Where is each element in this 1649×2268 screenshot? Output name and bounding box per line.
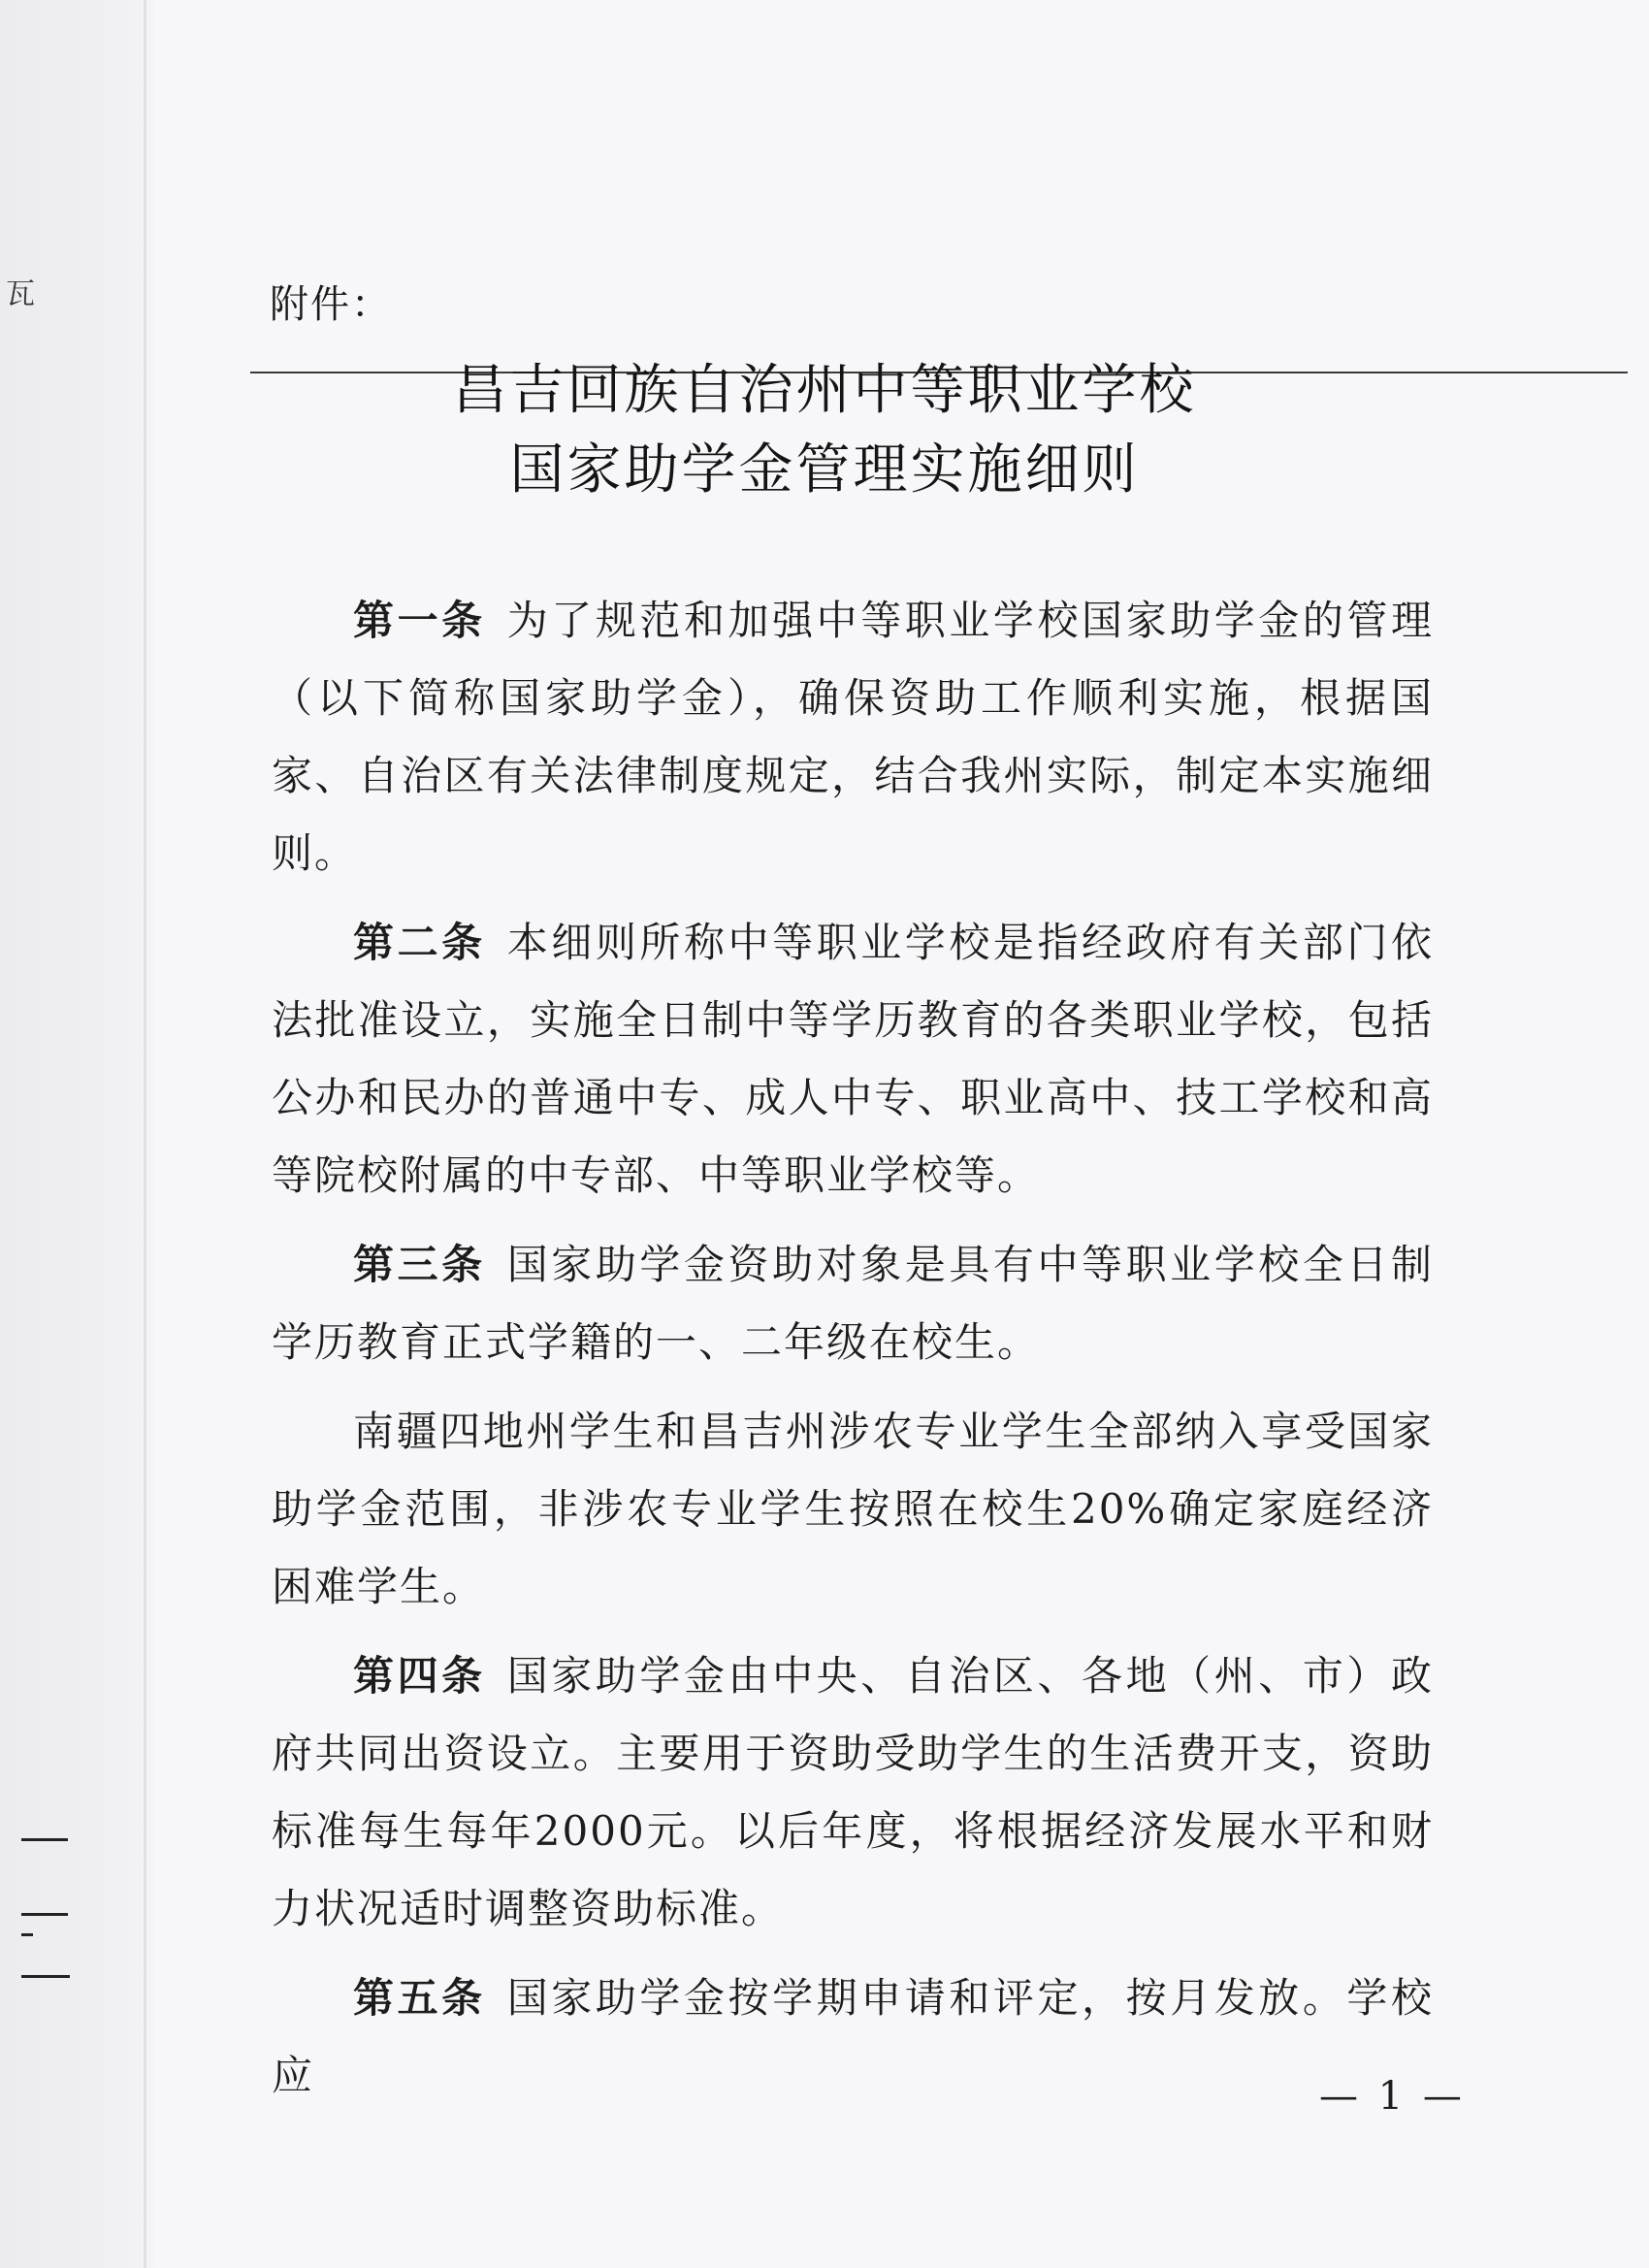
- article-paragraph: [272, 582, 1434, 892]
- attachment-label: 附件：: [270, 282, 392, 327]
- scan-fold-line: [144, 0, 146, 2268]
- document-body: [272, 582, 1434, 2126]
- edge-text-fragment: 瓦: [6, 277, 35, 311]
- article-text: 国家助学金按学期申请和评定，按月发放。学校应: [272, 1974, 1434, 2099]
- article-paragraph: [272, 1637, 1434, 1948]
- document-title-line-1: 昌吉回族自治州中等职业学校: [452, 359, 1197, 422]
- article-paragraph: [272, 1960, 1434, 2115]
- article-text: 南疆四地州学生和昌吉州涉农专业学生全部纳入享受国家助学金范围，非涉农专业学生按照在校生20%确定家庭经济困难学生。: [272, 1408, 1434, 1610]
- article-text: 国家助学金由中央、自治区、各地（州、市）政府共同出资设立。主要用于资助受助学生的生活费开支，资助标准每生每年2000元。以后年度，将根据经济发展水平和财力状况适时调整资助标准。: [272, 1652, 1434, 1932]
- binding-mark: [21, 1975, 70, 1978]
- article-paragraph: [272, 1393, 1434, 1626]
- article-paragraph: [272, 1226, 1434, 1381]
- article-text: 为了规范和加强中等职业学校国家助学金的管理（以下简称国家助学金），确保资助工作顺利实施，根据国家、自治区有关法律制度规定，结合我州实际，制定本实施细则。: [272, 597, 1434, 877]
- document-title-line-2: 国家助学金管理实施细则: [509, 438, 1140, 502]
- article-number: 第四条: [353, 1652, 486, 1700]
- binding-mark: [21, 1838, 68, 1841]
- article-number: 第三条: [353, 1241, 486, 1288]
- article-paragraph: [272, 904, 1434, 1215]
- scan-left-shadow: [0, 0, 155, 2268]
- article-number: 第一条: [353, 597, 486, 644]
- article-text: 国家助学金资助对象是具有中等职业学校全日制学历教育正式学籍的一、二年级在校生。: [272, 1241, 1434, 1366]
- page-number: — 1 —: [1319, 2074, 1466, 2119]
- binding-mark: [21, 1933, 33, 1936]
- article-number: 第五条: [353, 1974, 486, 2022]
- binding-mark: [21, 1913, 68, 1916]
- article-number: 第二条: [353, 919, 486, 966]
- article-text: 本细则所称中等职业学校是指经政府有关部门依法批准设立，实施全日制中等学历教育的各类职业学校，包括公办和民办的普通中专、成人中专、职业高中、技工学校和高等院校附属的中专部、中等职业学校等。: [272, 919, 1434, 1199]
